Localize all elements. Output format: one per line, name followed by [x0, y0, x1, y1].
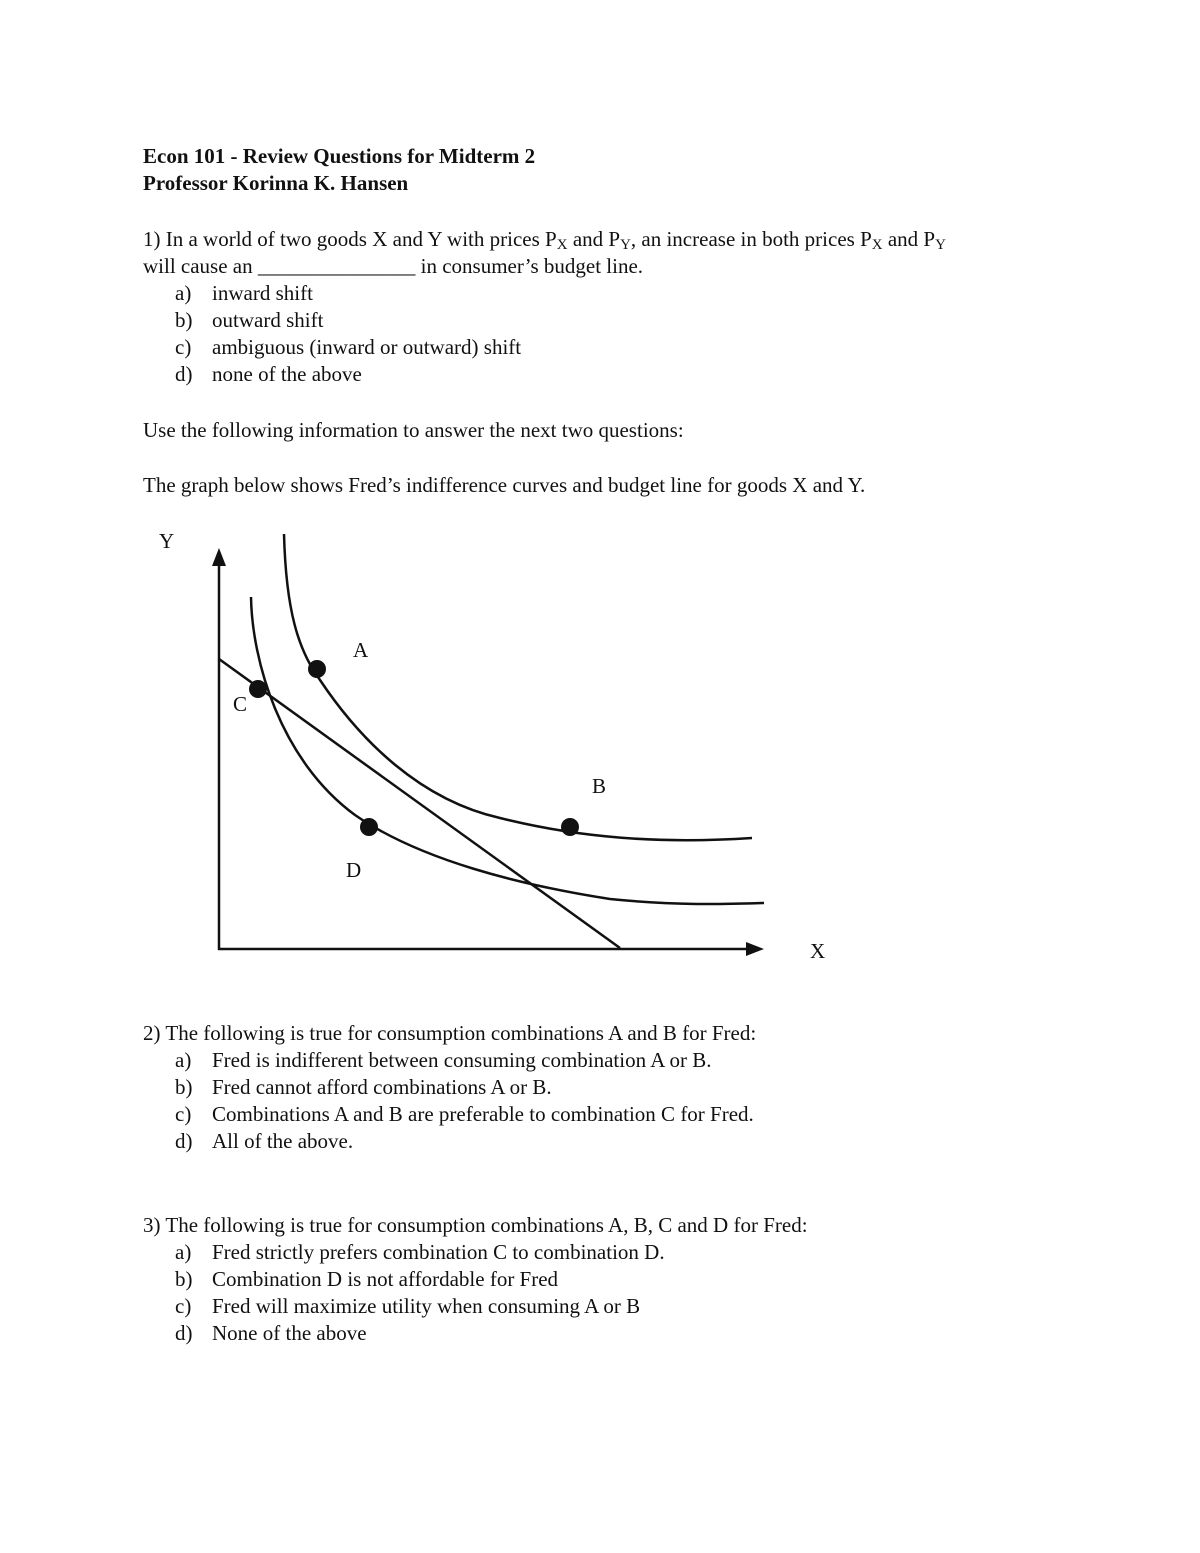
point-a-marker [308, 660, 326, 678]
question-2-text: 2) The following is true for consumption combinations A and B for Fred: [143, 1021, 757, 1045]
intro-use-info: Use the following information to answer the next two questions: [143, 418, 684, 442]
option-text: ambiguous (inward or outward) shift [212, 335, 522, 359]
indifference-curve-upper [284, 534, 752, 840]
q1-subscript: Y [935, 237, 946, 253]
professor-name: Professor Korinna K. Hansen [143, 171, 409, 195]
q1-subscript: X [556, 237, 568, 253]
point-d-label: D [346, 858, 362, 882]
option-label: c) [175, 335, 192, 359]
question-3-text: 3) The following is true for consumption combinations A, B, C and D for Fred: [143, 1213, 808, 1237]
option-text: Combinations A and B are preferable to combination C for Fred. [212, 1102, 754, 1126]
q3-option-c [143, 1293, 808, 1320]
point-d-marker [360, 818, 378, 836]
option-text: outward shift [212, 308, 324, 332]
q1-subscript: Y [620, 237, 631, 253]
option-label: c) [175, 1102, 192, 1126]
option-text: Fred cannot afford combinations A or B. [212, 1075, 552, 1099]
option-label: d) [175, 1321, 193, 1345]
option-label: a) [175, 1048, 192, 1072]
q2-option-b [143, 1074, 756, 1101]
q2-option-d [143, 1128, 756, 1155]
option-text: Combination D is not affordable for Fred [212, 1267, 559, 1291]
q1-text-part: and P [567, 227, 621, 251]
course-title: Econ 101 - Review Questions for Midterm 2 [143, 144, 536, 168]
q3-option-b [143, 1266, 808, 1293]
budget-line [219, 659, 620, 948]
question-2 [143, 1020, 756, 1155]
question-3 [143, 1212, 808, 1347]
point-c-marker [249, 680, 267, 698]
indifference-curve-lower [251, 597, 764, 904]
option-label: a) [175, 1240, 192, 1264]
point-c-label: C [233, 692, 248, 716]
q1-subscript: X [871, 237, 883, 253]
q2-option-c [143, 1101, 756, 1128]
option-text: Fred strictly prefers combination C to combination D. [212, 1240, 665, 1264]
q1-text-part: and P [882, 227, 936, 251]
q1-text-part: 1) In a world of two goods X and Y with prices P [143, 227, 557, 251]
option-label: d) [175, 1129, 193, 1153]
option-label: a) [175, 281, 192, 305]
intro-graph-description: The graph below shows Fred’s indifference curves and budget line for goods X and Y. [143, 473, 866, 497]
option-label: b) [175, 1075, 193, 1099]
option-text: none of the above [212, 362, 362, 386]
q1-text-part: , an increase in both prices P [630, 227, 872, 251]
point-a-label: A [353, 638, 369, 662]
option-text: All of the above. [212, 1129, 354, 1153]
option-text: None of the above [212, 1321, 367, 1345]
y-axis-arrow [212, 548, 226, 566]
y-axis-label: Y [159, 529, 175, 553]
q2-option-a [143, 1047, 756, 1074]
question-1-line-2: will cause an _______________ in consumer’s budget line. [143, 254, 644, 278]
point-b-marker [561, 818, 579, 836]
q3-option-d [143, 1320, 808, 1347]
option-text: Fred will maximize utility when consuming A or B [212, 1294, 641, 1318]
point-b-label: B [592, 774, 607, 798]
x-axis-arrow [746, 942, 764, 956]
option-label: c) [175, 1294, 192, 1318]
x-axis-label: X [810, 939, 826, 963]
option-label: b) [175, 308, 193, 332]
option-text: Fred is indifferent between consuming combination A or B. [212, 1048, 712, 1072]
option-label: d) [175, 362, 193, 386]
option-label: b) [175, 1267, 193, 1291]
option-text: inward shift [212, 281, 313, 305]
q3-option-a [143, 1239, 808, 1266]
